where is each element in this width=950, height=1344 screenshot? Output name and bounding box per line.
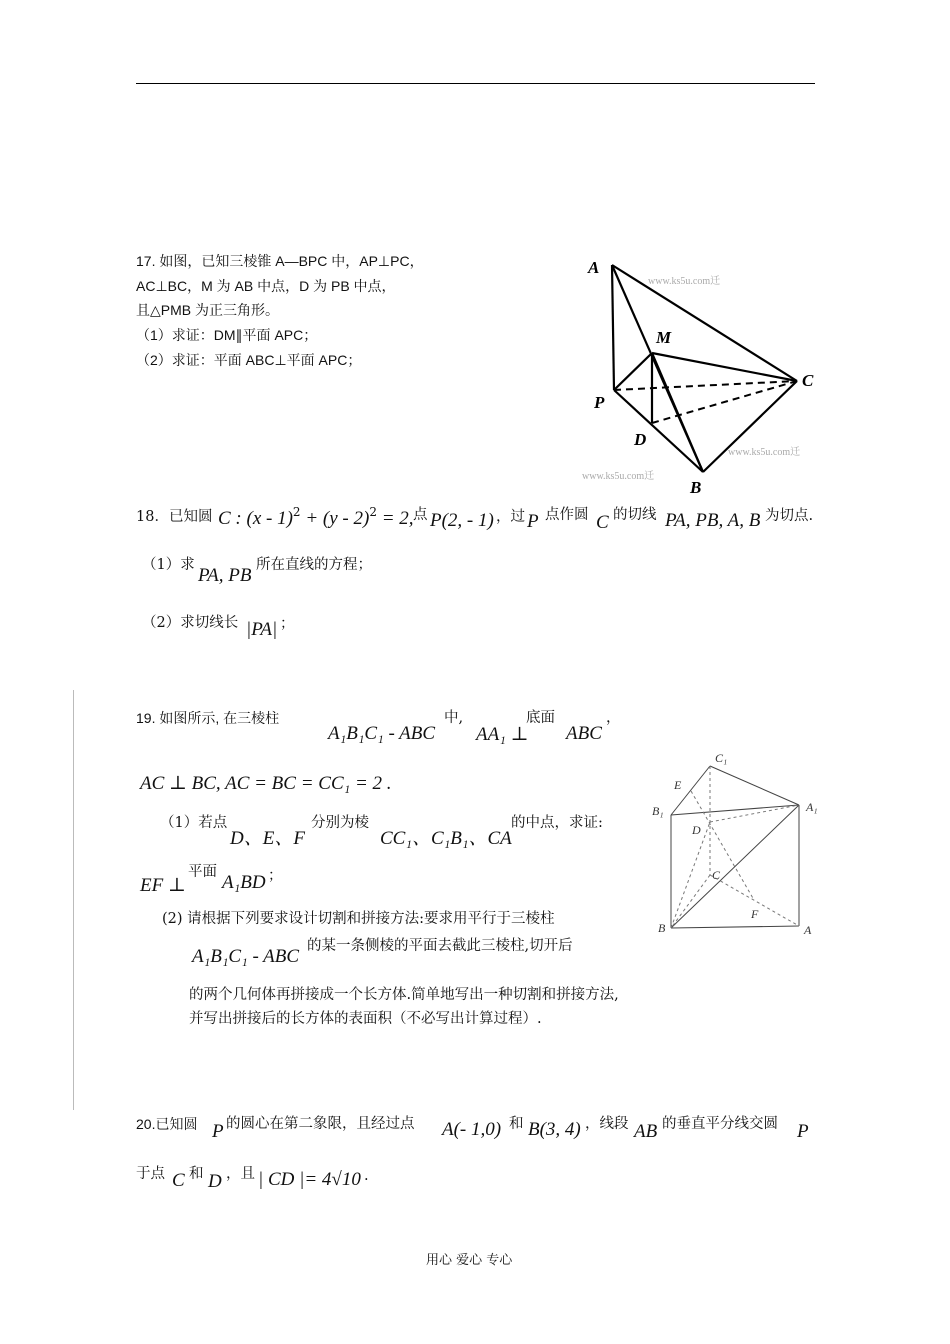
margin-line [73,690,74,1110]
q19-prism: A₁B₁C₁ - ABC [328,723,436,744]
q20-c: ，线段 [585,1116,629,1132]
q19-part1-a1bd: A₁BD [222,872,266,893]
q18-part1-b: 所在直线的方程； [256,557,372,573]
q19-part1-ef: EF ⊥ [140,875,186,896]
q17-line1: 17. 如图，已知三棱锥 A—BPC 中，AP⊥PC， [136,253,424,269]
q18-part1-a: （1）求 [142,557,195,573]
q17-part1: （1）求证：DM∥平面 APC； [136,327,318,343]
watermark-1: www.ks5u.com迁 [648,276,721,287]
label-a1: A₁ [806,800,818,814]
q19-condition: AC ⊥ BC, AC = BC = CC₁ = 2 . [140,773,392,794]
q18-c: C [596,512,609,533]
label-c: C [802,371,814,390]
q19-zhong: 中, [444,710,464,726]
q20-he: 和 [509,1116,524,1132]
watermark-3: www.ks5u.com迁 [582,471,655,482]
q19-part2-a: (2) 请根据下列要求设计切割和拼接方法:要求用平行于三棱柱 [162,911,555,927]
q18-tangent-list: PA, PB, A, B [665,510,761,531]
q19-aa1: AA₁ ⊥ [476,724,529,745]
q19-part1-b: 分别为棱 [311,815,369,831]
q18-make: 点作圆 [545,507,589,523]
q20-a: 20.已知圆 [136,1116,198,1132]
label-c1: C₁ [715,751,728,765]
q17-line3: 且△PMB 为正三角形。 [136,302,279,318]
q20-point-a: A(- 1,0) [442,1119,502,1140]
label-b: B [658,921,666,935]
q18-prefix: 18．已知圆 [136,509,213,525]
q20-dot: . [364,1168,369,1184]
q20-d: 的垂直平分线交圆 [662,1116,778,1132]
label-d: D [692,823,701,837]
q19-prism-figure [648,748,828,940]
q20-cd: | CD |= 4√10 [258,1169,361,1190]
q19-part1-c: 的中点，求证: [511,815,603,831]
label-c: C [712,868,721,882]
q19-part1-semi: ； [268,868,283,884]
label-f: F [751,907,759,921]
label-m: M [656,328,672,347]
label-a: A [588,258,600,277]
q19-part1-pts: D、E、F [230,828,305,849]
q18-point: P(2, - 1) [430,510,494,531]
q20-f: ，且 [226,1166,255,1182]
q20-he2: 和 [189,1166,204,1182]
q17-part2: （2）求证：平面 ABC⊥平面 APC； [136,352,362,368]
q18-point-word: 点 [413,507,428,523]
q18-circle-eq: C : (x - 1)$^2$ + (y - 2)$^2$ = 2, [218,505,414,529]
q18-part2-b: ； [280,616,295,632]
q18-tangent-pts: 为切点. [765,508,814,524]
q19-part2-c: 的两个几何体再拼接成一个长方体.简单地写出一种切割和拼接方法, [189,987,619,1003]
q20-p: P [212,1121,224,1142]
header-rule [136,83,815,84]
q18-guo: ，过 [496,509,525,525]
label-d: D [634,430,647,449]
q19-part2-b: 的某一条侧棱的平面去截此三棱柱,切开后 [307,938,573,954]
q18-part1-m: PA, PB [198,565,252,586]
q19-abc: ABC [566,723,602,744]
label-a: A [804,923,812,937]
label-b: B [690,478,702,497]
q18-part2-a: （2）求切线长 [142,615,239,631]
q20-ab: AB [634,1121,658,1142]
watermark-2: www.ks5u.com迁 [728,447,801,458]
label-e: E [674,778,682,792]
q18-p: P [527,511,539,532]
q20-c-pt: C [172,1170,185,1191]
q20-d-pt: D [208,1171,222,1192]
q20-point-b: B(3, 4) [528,1119,581,1140]
q19-dimian: 底面 [526,710,555,726]
q18-tangent: 的切线 [613,507,657,523]
q20-e: 于点 [136,1166,165,1182]
q19-comma: ， [606,710,621,726]
q19-a: 19. 如图所示, 在三棱柱 [136,710,280,726]
page-footer: 用心 爱心 专心 [426,1253,513,1268]
q19-part2-prism: A₁B₁C₁ - ABC [192,946,300,967]
q20-p2: P [797,1121,809,1142]
q18-part2-m: |PA| [246,619,278,640]
q20-b: 的圆心在第二象限，且经过点 [226,1116,415,1132]
q19-part1-a: （1）若点 [160,815,228,831]
q19-part1-edges: CC₁、C₁B₁、CA [380,828,512,849]
label-b1: B₁ [652,804,664,818]
q19-part2-d: 并写出拼接后的长方体的表面积（不必写出计算过程）. [189,1011,542,1027]
label-p: P [594,393,605,412]
q19-part1-plane: 平面 [188,864,217,880]
q17-pyramid-figure [570,255,850,500]
q17-line2: AC⊥BC，M 为 AB 中点，D 为 PB 中点， [136,278,396,294]
